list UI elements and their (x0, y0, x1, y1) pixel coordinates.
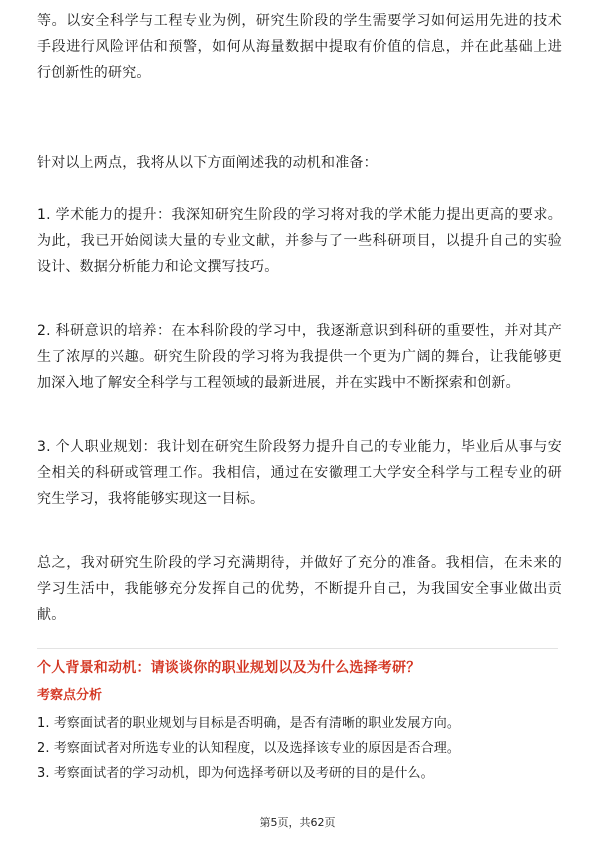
body-paragraph-point-3 (37, 434, 562, 512)
paragraph-text: 2. 科研意识的培养：在本科阶段的学习中，我逐渐意识到科研的重要性，并对其产生了浓厚的兴趣。研究生阶段的学习将为我提供一个更为广阔的舞台，让我能够更加深入地了解安全科学与工程领域的最新进展，并在实践中不断探索和创新。 (37, 323, 562, 391)
page-number: 第5页，共62页 (259, 816, 336, 829)
list-item: 2. 考察面试者对所选专业的认知程度，以及选择该专业的原因是否合理。 (37, 741, 460, 756)
body-paragraph-intro (37, 150, 562, 176)
paragraph-text: 3. 个人职业规划：我计划在研究生阶段努力提升自己的专业能力，毕业后从事与安全相关的科研或管理工作。我相信，通过在安徽理工大学安全科学与工程专业的研究生学习，我将能够实现这一目标。 (37, 439, 562, 507)
list-item: 1. 考察面试者的职业规划与目标是否明确，是否有清晰的职业发展方向。 (37, 716, 460, 731)
paragraph-text: 等。以安全科学与工程专业为例，研究生阶段的学生需要学习如何运用先进的技术手段进行风险评估和预警，如何从海量数据中提取有价值的信息，并在此基础上进行创新性的研究。 (37, 13, 562, 81)
section-divider (37, 648, 558, 649)
paragraph-text: 针对以上两点，我将从以下方面阐述我的动机和准备： (37, 155, 378, 171)
body-paragraph-continuation (37, 8, 562, 86)
analysis-heading: 考察点分析 (37, 688, 103, 703)
body-paragraph-point-1 (37, 202, 562, 280)
paragraph-text: 总之，我对研究生阶段的学习充满期待，并做好了充分的准备。我相信，在未来的学习生活中，我能够充分发挥自己的优势，不断提升自己，为我国安全事业做出贡献。 (37, 555, 562, 623)
body-paragraph-point-2 (37, 318, 562, 396)
list-item: 3. 考察面试者的学习动机，即为何选择考研以及考研的目的是什么。 (37, 766, 434, 781)
body-paragraph-conclusion (37, 550, 562, 628)
analysis-list (37, 711, 562, 786)
paragraph-text: 1. 学术能力的提升：我深知研究生阶段的学习将对我的学术能力提出更高的要求。为此，我已开始阅读大量的专业文献，并参与了一些科研项目，以提升自己的实验设计、数据分析能力和论文撰写技巧。 (37, 207, 562, 275)
question-title: 个人背景和动机：请谈谈你的职业规划以及为什么选择考研？ (37, 660, 421, 676)
